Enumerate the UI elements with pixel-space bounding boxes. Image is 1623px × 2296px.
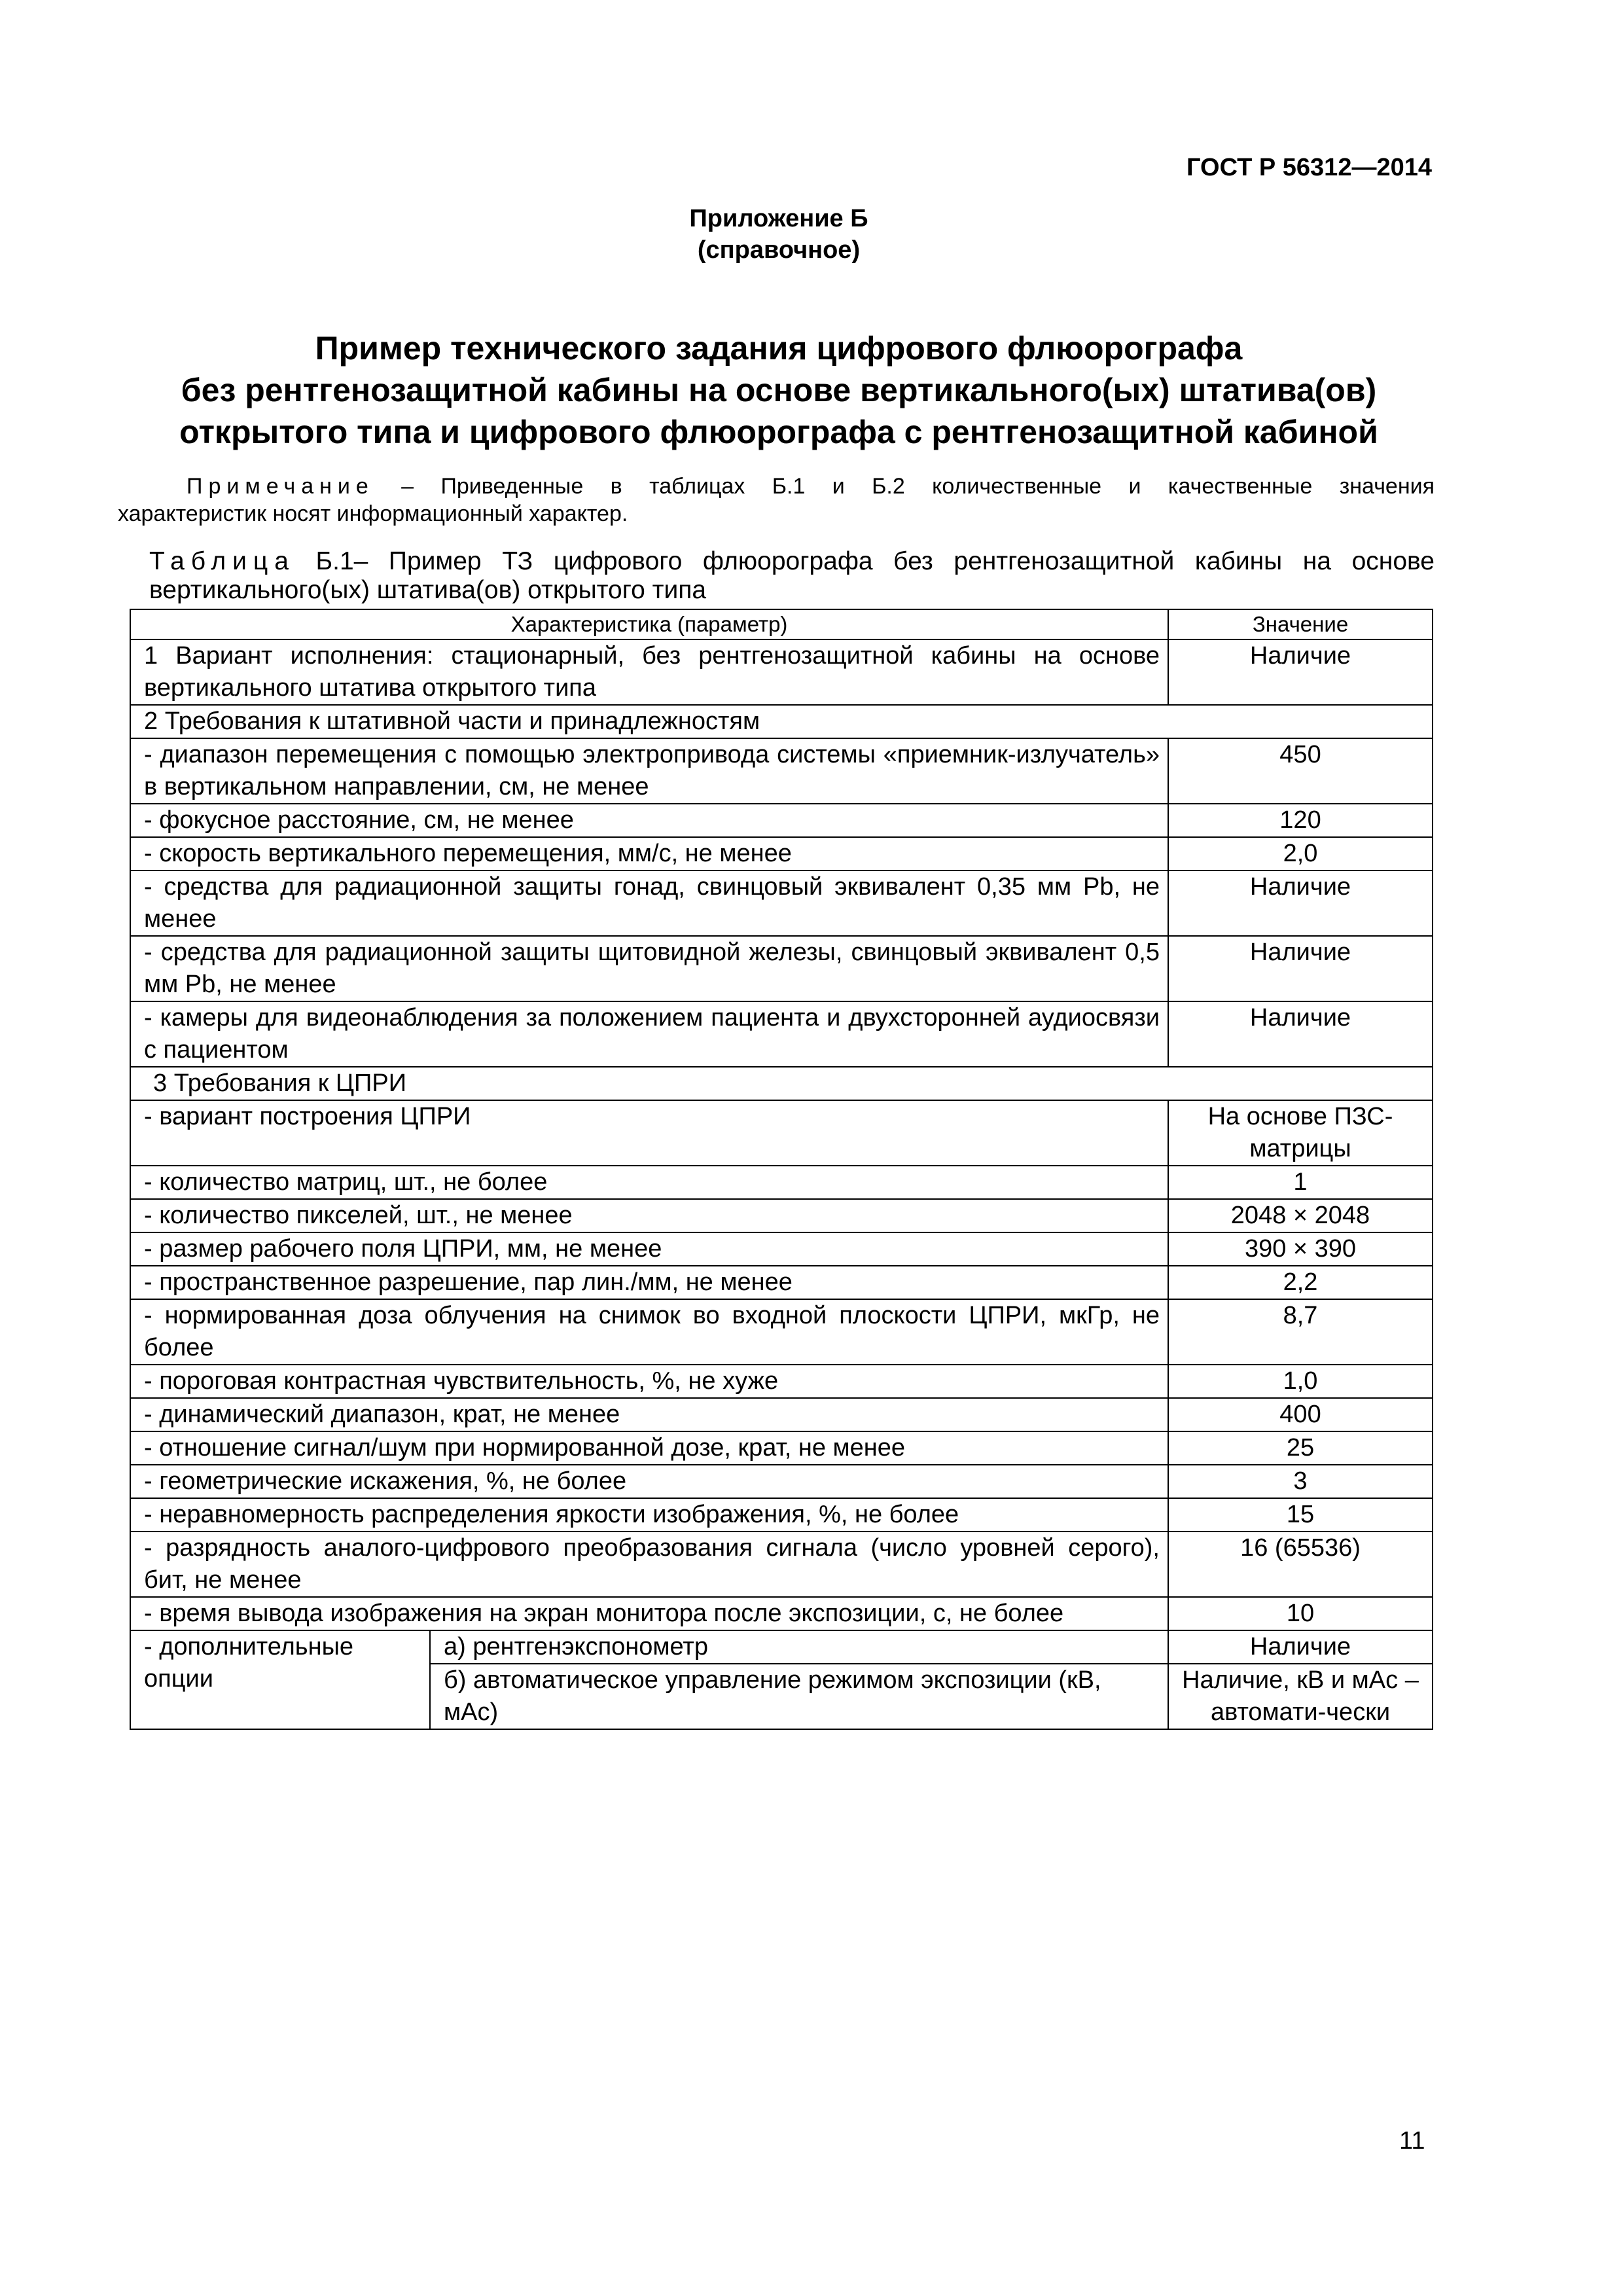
param-cell: - количество пикселей, шт., не менее: [130, 1199, 1168, 1232]
appendix-label: Приложение Б: [689, 205, 868, 232]
table-row: [130, 1232, 1433, 1266]
table-row: [130, 936, 1433, 1001]
value-cell: 400: [1168, 1398, 1433, 1431]
value-cell: 15: [1168, 1498, 1433, 1532]
table-row: [130, 1266, 1433, 1299]
value-cell: 2,0: [1168, 837, 1433, 870]
value-cell: 16 (65536): [1168, 1532, 1433, 1597]
value-cell: 120: [1168, 804, 1433, 837]
value-cell: Наличие: [1168, 870, 1433, 936]
table-row: [130, 1100, 1433, 1166]
value-cell: 2,2: [1168, 1266, 1433, 1299]
value-cell: 1: [1168, 1166, 1433, 1199]
document-title: [0, 327, 1558, 453]
caption-text-1: Б.1– Пример ТЗ цифрового флюорографа без рентгенозащитной кабины на основе: [315, 547, 1435, 575]
caption-line-1: [149, 547, 1435, 576]
table-caption: [149, 547, 1435, 605]
option-a-text: а) рентгенэкспонометр: [430, 1630, 1168, 1664]
value-cell: 10: [1168, 1597, 1433, 1630]
param-cell: - средства для радиационной защиты гонад, свинцовый эквивалент 0,35 мм Pb, не менее: [130, 870, 1168, 936]
table-row: [130, 1166, 1433, 1199]
appendix-heading: [0, 203, 1558, 266]
value-cell: 390 × 390: [1168, 1232, 1433, 1266]
param-cell: - количество матриц, шт., не более: [130, 1166, 1168, 1199]
value-cell: 3: [1168, 1465, 1433, 1498]
caption-label: Таблица: [149, 547, 295, 575]
param-cell: - отношение сигнал/шум при нормированной дозе, крат, не менее: [130, 1431, 1168, 1465]
param-cell: 1 Вариант исполнения: стационарный, без рентгенозащитной кабины на основе вертикального штатива открытого типа: [130, 639, 1168, 705]
header-param: Характеристика (параметр): [130, 609, 1168, 639]
table-row: [130, 837, 1433, 870]
title-line-1: Пример технического задания цифрового флюорографа: [315, 330, 1243, 367]
param-cell: - фокусное расстояние, см, не менее: [130, 804, 1168, 837]
table-section-row: [130, 705, 1433, 738]
param-cell: - динамический диапазон, крат, не менее: [130, 1398, 1168, 1431]
param-cell: - нормированная доза облучения на снимок во входной плоскости ЦПРИ, мкГр, не более: [130, 1299, 1168, 1365]
table-row: [130, 1465, 1433, 1498]
param-cell: - скорость вертикального перемещения, мм/с, не менее: [130, 837, 1168, 870]
note-line-2: характеристик носят информационный характер.: [118, 501, 628, 526]
table-row: [130, 1431, 1433, 1465]
table-row: [130, 870, 1433, 936]
note-text-1: – Приведенные в таблицах Б.1 и Б.2 количественные и качественные значения: [401, 474, 1435, 499]
value-cell: 25: [1168, 1431, 1433, 1465]
table-row: [130, 1199, 1433, 1232]
value-cell: Наличие: [1168, 639, 1433, 705]
param-cell: - диапазон перемещения с помощью электропривода системы «приемник-излучатель» в вертикальном направлении, см, не менее: [130, 738, 1168, 804]
header-value: Значение: [1168, 609, 1433, 639]
param-cell: - пороговая контрастная чувствительность, %, не хуже: [130, 1365, 1168, 1398]
options-label: - дополнительные опции: [130, 1630, 430, 1729]
param-cell: - время вывода изображения на экран монитора после экспозиции, с, не более: [130, 1597, 1168, 1630]
table-row: [130, 1597, 1433, 1630]
table-section-row: [130, 1067, 1433, 1100]
table-row: [130, 738, 1433, 804]
section-title: 3 Требования к ЦПРИ: [130, 1067, 1433, 1100]
table-row: [130, 639, 1433, 705]
option-b-value: Наличие, кВ и мАс – автомати-чески: [1168, 1664, 1433, 1729]
title-line-3: открытого типа и цифрового флюорографа с рентгенозащитной кабиной: [179, 414, 1378, 450]
table-row: [130, 1365, 1433, 1398]
options-row-a: [130, 1630, 1433, 1664]
specification-table: [130, 609, 1433, 1730]
table-header-row: [130, 609, 1433, 639]
appendix-type: (справочное): [697, 236, 861, 264]
param-cell: - средства для радиационной защиты щитовидной железы, свинцовый эквивалент 0,5 мм Pb, не менее: [130, 936, 1168, 1001]
value-cell: На основе ПЗС-матрицы: [1168, 1100, 1433, 1166]
page-number: 11: [1399, 2127, 1425, 2155]
value-cell: Наличие: [1168, 936, 1433, 1001]
document-standard-number: ГОСТ Р 56312—2014: [1186, 154, 1432, 181]
param-cell: - неравномерность распределения яркости изображения, %, не более: [130, 1498, 1168, 1532]
section-title: 2 Требования к штативной части и принадлежностям: [130, 705, 1433, 738]
title-line-2: без рентгенозащитной кабины на основе вертикального(ых) штатива(ов): [181, 372, 1377, 408]
value-cell: 2048 × 2048: [1168, 1199, 1433, 1232]
option-b-text: б) автоматическое управление режимом экспозиции (кВ, мАс): [430, 1664, 1168, 1729]
note-label: Примечание: [187, 474, 374, 499]
value-cell: 450: [1168, 738, 1433, 804]
table-row: [130, 1398, 1433, 1431]
note-line-1: [118, 473, 1435, 500]
table-row: [130, 1001, 1433, 1067]
note-paragraph: [118, 473, 1435, 528]
param-cell: - вариант построения ЦПРИ: [130, 1100, 1168, 1166]
param-cell: - геометрические искажения, %, не более: [130, 1465, 1168, 1498]
param-cell: - пространственное разрешение, пар лин./мм, не менее: [130, 1266, 1168, 1299]
param-cell: - размер рабочего поля ЦПРИ, мм, не менее: [130, 1232, 1168, 1266]
value-cell: 1,0: [1168, 1365, 1433, 1398]
option-a-value: Наличие: [1168, 1630, 1433, 1664]
table-row: [130, 1299, 1433, 1365]
table-row: [130, 1498, 1433, 1532]
param-cell: - камеры для видеонаблюдения за положением пациента и двухсторонней аудиосвязи с пациентом: [130, 1001, 1168, 1067]
value-cell: Наличие: [1168, 1001, 1433, 1067]
caption-line-2: вертикального(ых) штатива(ов) открытого типа: [149, 576, 707, 604]
table-row: [130, 804, 1433, 837]
table-row: [130, 1532, 1433, 1597]
param-cell: - разрядность аналого-цифрового преобразования сигнала (число уровней серого), бит, не менее: [130, 1532, 1168, 1597]
value-cell: 8,7: [1168, 1299, 1433, 1365]
